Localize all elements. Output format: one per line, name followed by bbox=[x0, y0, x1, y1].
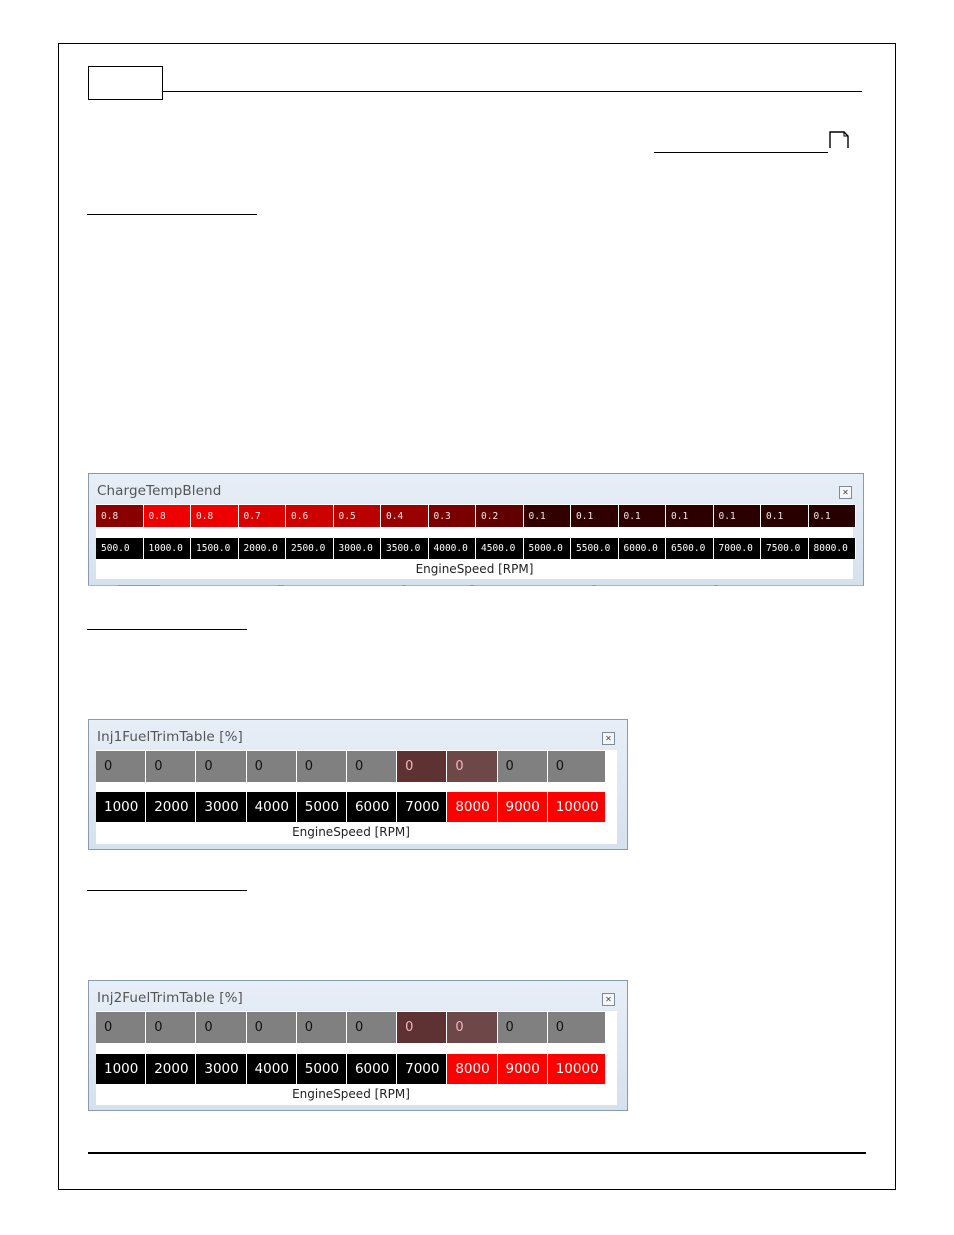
inj1-fuel-trim-panel bbox=[88, 719, 628, 850]
close-icon[interactable]: ✕ bbox=[602, 993, 615, 1006]
axis-row bbox=[96, 538, 856, 559]
table-cell[interactable]: 0 bbox=[397, 1012, 447, 1043]
axis-cell[interactable]: 10000 bbox=[548, 792, 606, 822]
footer-rule bbox=[88, 1152, 866, 1154]
table-cell[interactable]: 0.1 bbox=[761, 505, 809, 527]
table-area bbox=[96, 1011, 617, 1105]
table-cell[interactable]: 0 bbox=[196, 1012, 246, 1043]
axis-cell[interactable]: 4000 bbox=[247, 792, 297, 822]
note-icon bbox=[829, 131, 849, 149]
axis-cell[interactable]: 3500.0 bbox=[381, 538, 429, 559]
axis-cell[interactable]: 2000.0 bbox=[239, 538, 287, 559]
page-number-box bbox=[88, 66, 163, 100]
table-cell[interactable]: 0 bbox=[196, 751, 246, 782]
table-cell[interactable]: 0 bbox=[548, 1012, 606, 1043]
table-cell[interactable]: 0 bbox=[96, 751, 146, 782]
axis-cell[interactable]: 4500.0 bbox=[476, 538, 524, 559]
table-cell[interactable]: 0.1 bbox=[524, 505, 572, 527]
table-cell[interactable]: 0 bbox=[498, 751, 548, 782]
table-cell[interactable]: 0.1 bbox=[714, 505, 762, 527]
table-cell[interactable]: 0.2 bbox=[476, 505, 524, 527]
axis-cell[interactable]: 1000 bbox=[96, 1054, 146, 1084]
axis-cell[interactable]: 10000 bbox=[548, 1054, 606, 1084]
axis-row bbox=[96, 792, 606, 822]
table-cell[interactable]: 0 bbox=[96, 1012, 146, 1043]
axis-cell[interactable]: 8000.0 bbox=[809, 538, 856, 559]
axis-cell[interactable]: 3000 bbox=[196, 1054, 246, 1084]
value-row bbox=[96, 751, 606, 782]
axis-cell[interactable]: 6000 bbox=[347, 1054, 397, 1084]
axis-cell[interactable]: 2500.0 bbox=[286, 538, 334, 559]
table-cell[interactable]: 0 bbox=[247, 751, 297, 782]
table-cell[interactable]: 0.1 bbox=[666, 505, 714, 527]
axis-cell[interactable]: 7000 bbox=[397, 792, 447, 822]
table-cell[interactable]: 0 bbox=[397, 751, 447, 782]
table-cell[interactable]: 0.7 bbox=[239, 505, 287, 527]
axis-cell[interactable]: 4000.0 bbox=[429, 538, 477, 559]
axis-cell[interactable]: 500.0 bbox=[96, 538, 144, 559]
axis-cell[interactable]: 6500.0 bbox=[666, 538, 714, 559]
table-cell[interactable]: 0 bbox=[498, 1012, 548, 1043]
axis-label: EngineSpeed [RPM] bbox=[292, 1087, 410, 1101]
axis-label: EngineSpeed [RPM] bbox=[415, 562, 534, 576]
table-cell[interactable]: 0.5 bbox=[334, 505, 382, 527]
axis-cell[interactable]: 5000 bbox=[297, 792, 347, 822]
table-cell[interactable]: 0 bbox=[447, 1012, 497, 1043]
section-heading-rule bbox=[87, 629, 247, 630]
table-cell[interactable]: 0 bbox=[347, 1012, 397, 1043]
axis-cell[interactable]: 5000 bbox=[297, 1054, 347, 1084]
inj2-fuel-trim-panel bbox=[88, 980, 628, 1111]
axis-cell[interactable]: 1000 bbox=[96, 792, 146, 822]
value-row bbox=[96, 505, 856, 527]
close-icon[interactable]: ✕ bbox=[839, 486, 852, 499]
axis-cell[interactable]: 3000.0 bbox=[334, 538, 382, 559]
charge-temp-blend-panel bbox=[88, 473, 864, 586]
axis-cell[interactable]: 7000.0 bbox=[714, 538, 762, 559]
header-rule bbox=[162, 91, 862, 92]
axis-cell[interactable]: 9000 bbox=[498, 792, 548, 822]
panel-title: Inj1FuelTrimTable [%] bbox=[97, 729, 243, 745]
axis-cell[interactable]: 2000 bbox=[146, 792, 196, 822]
axis-cell[interactable]: 5000.0 bbox=[524, 538, 572, 559]
table-cell[interactable]: 0 bbox=[347, 751, 397, 782]
table-cell[interactable]: 0.8 bbox=[191, 505, 239, 527]
axis-cell[interactable]: 7000 bbox=[397, 1054, 447, 1084]
table-cell[interactable]: 0 bbox=[548, 751, 606, 782]
axis-cell[interactable]: 6000 bbox=[347, 792, 397, 822]
tab-strip bbox=[88, 585, 863, 589]
table-cell[interactable]: 0.8 bbox=[96, 505, 144, 527]
table-cell[interactable]: 0.6 bbox=[286, 505, 334, 527]
table-cell[interactable]: 0.3 bbox=[429, 505, 477, 527]
axis-cell[interactable]: 7500.0 bbox=[761, 538, 809, 559]
axis-cell[interactable]: 2000 bbox=[146, 1054, 196, 1084]
table-cell[interactable]: 0 bbox=[247, 1012, 297, 1043]
table-cell[interactable]: 0 bbox=[447, 751, 497, 782]
table-cell[interactable]: 0.1 bbox=[571, 505, 619, 527]
axis-cell[interactable]: 5500.0 bbox=[571, 538, 619, 559]
table-cell[interactable]: 0 bbox=[297, 751, 347, 782]
axis-cell[interactable]: 3000 bbox=[196, 792, 246, 822]
link-underline[interactable] bbox=[654, 152, 828, 153]
axis-label: EngineSpeed [RPM] bbox=[292, 825, 410, 839]
panel-title: Inj2FuelTrimTable [%] bbox=[97, 990, 243, 1006]
axis-cell[interactable]: 9000 bbox=[498, 1054, 548, 1084]
table-cell[interactable]: 0 bbox=[146, 1012, 196, 1043]
section-heading-rule bbox=[87, 890, 247, 891]
table-area bbox=[96, 750, 617, 844]
panel-title: ChargeTempBlend bbox=[97, 483, 222, 499]
section-heading-rule bbox=[87, 214, 257, 215]
axis-cell[interactable]: 1500.0 bbox=[191, 538, 239, 559]
table-cell[interactable]: 0.4 bbox=[381, 505, 429, 527]
axis-cell[interactable]: 8000 bbox=[447, 792, 497, 822]
table-area bbox=[96, 504, 853, 579]
axis-cell[interactable]: 4000 bbox=[247, 1054, 297, 1084]
table-cell[interactable]: 0 bbox=[146, 751, 196, 782]
table-cell[interactable]: 0.1 bbox=[809, 505, 856, 527]
table-cell[interactable]: 0.8 bbox=[144, 505, 192, 527]
table-cell[interactable]: 0 bbox=[297, 1012, 347, 1043]
close-icon[interactable]: ✕ bbox=[602, 732, 615, 745]
axis-row bbox=[96, 1054, 606, 1084]
table-cell[interactable]: 0.1 bbox=[619, 505, 667, 527]
axis-cell[interactable]: 8000 bbox=[447, 1054, 497, 1084]
value-row bbox=[96, 1012, 606, 1043]
axis-cell[interactable]: 6000.0 bbox=[619, 538, 667, 559]
axis-cell[interactable]: 1000.0 bbox=[144, 538, 192, 559]
